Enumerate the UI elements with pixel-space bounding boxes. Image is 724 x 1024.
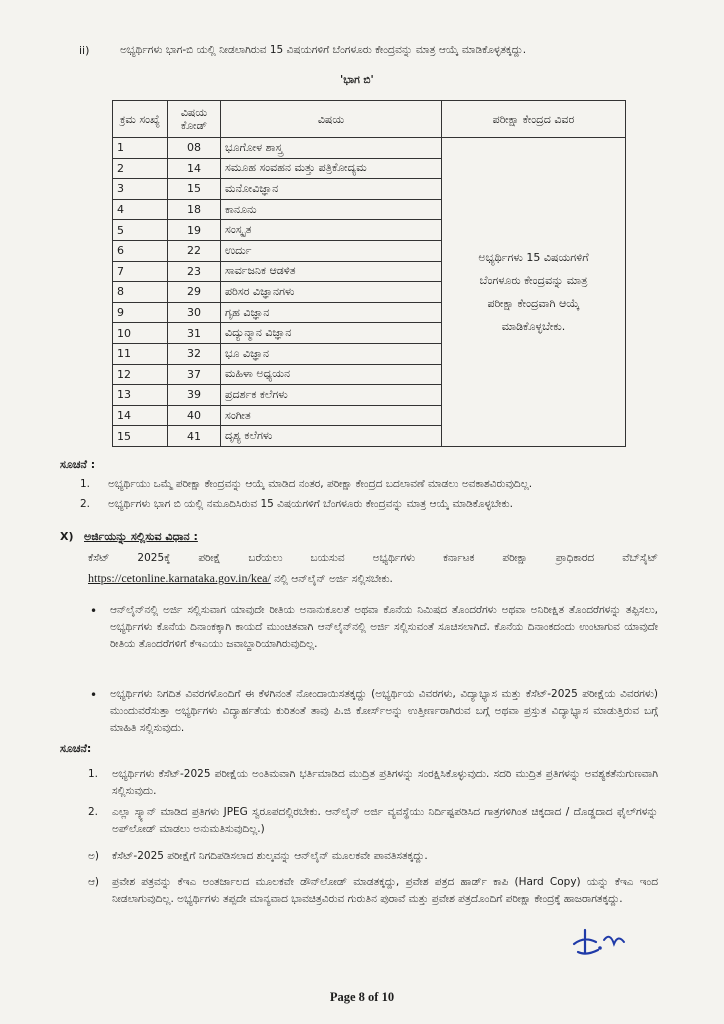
centre-note xyxy=(442,138,626,447)
section-x-para-line1: ಕೆಸೆಟ್ 2025ಕ್ಕೆ ಪರೀಕ್ಷೆ ಬರೆಯಲು ಬಯಸುವ ಅಭ್ಯರ್ಥಿಗಳು ಕರ್ನಾಟಕ ಪರೀಕ್ಷಾ ಪ್ರಾಧಿಕಾರದ ವೆಬ್‌ಸೈಟ್ xyxy=(88,552,658,564)
notes2-title: ಸೂಚನೆ: xyxy=(60,742,92,755)
row-code: 23 xyxy=(168,261,221,282)
page-number: Page 8 of 10 xyxy=(329,990,395,1004)
row-serial: 1 xyxy=(113,138,168,159)
notes1-item2-text: ಅಭ್ಯರ್ಥಿಗಳು ಭಾಗ ಬಿ ಯಲ್ಲಿ ನಮೂದಿಸಿರುವ 15 ವಿಷಯಗಳಿಗೆ ಬೆಂಗಳೂರು ಕೇಂದ್ರವನ್ನು ಮಾತ್ರ ಆಯ್ಕೆ ಮಾಡಿಕೊಳ್ಳಬೇಕು. xyxy=(108,498,513,510)
row-subject: ಮನೋವಿಜ್ಞಾನ xyxy=(221,179,442,200)
notes2-item1-text: ಅಭ್ಯರ್ಥಿಗಳು ಕೆಸೆಟ್-2025 ಪರೀಕ್ಷೆಯ ಅಂತಿಮವಾಗಿ ಭರ್ತಿಮಾಡಿದ ಮುದ್ರಿತ ಪ್ರತಿಗಳನ್ನು ಸಂರಕ್ಷಿಸಿಕೊಳ್ಳುವುದು. ಸದರಿ ಮುದ್ರಿತ ಪ್ರತಿಗಳನ್ನು ಅವಶ್ಯಕತೆನುಗುಣವಾಗಿ ಸಲ್ಲಿಸುವುದು. xyxy=(112,768,658,797)
row-serial: 13 xyxy=(113,385,168,406)
row-code: 37 xyxy=(168,364,221,385)
subject-table xyxy=(112,100,626,447)
row-serial: 9 xyxy=(113,302,168,323)
row-subject: ಮಹಿಳಾ ಅಧ್ಯಯನ xyxy=(221,364,442,385)
item-marker-ii: ii) xyxy=(79,44,90,57)
table-row xyxy=(113,138,626,159)
bullet-icon: • xyxy=(90,688,98,702)
notes2-item1-number: 1. xyxy=(88,768,99,780)
row-subject: ಪರಿಸರ ವಿಜ್ಞಾನಗಳು xyxy=(221,282,442,303)
section-x-marker: X) xyxy=(60,530,74,543)
row-subject: ಸಂಸ್ಕೃತ xyxy=(221,220,442,241)
row-code: 22 xyxy=(168,240,221,261)
row-subject: ಭೂ ವಿಜ್ಞಾನ xyxy=(221,343,442,364)
notes2-item2-text: ಎಲ್ಲಾ ಸ್ಕ್ಯಾನ್ ಮಾಡಿದ ಪ್ರತಿಗಳು JPEG ಸ್ವರೂಪದಲ್ಲಿರಬೇಕು. ಆನ್‌ಲೈನ್ ಅರ್ಜಿ ವ್ಯವಸ್ಥೆಯು ನಿರ್ದಿಷ್ಟಪಡಿಸಿದ ಗಾತ್ರಗಳಿಗಿಂತ ಚಿಕ್ಕದಾದ / ದೊಡ್ಡದಾದ ಫೈಲ್‌ಗಳನ್ನು ಅಪ್‌ಲೋಡ್ ಮಾಡಲು ಅನುಮತಿಸುವುದಿಲ್ಲ.) xyxy=(112,806,658,835)
centre-note-text: ಅಭ್ಯರ್ಥಿಗಳು 15 ವಿಷಯಗಳಿಗೆ ಬೆಂಗಳೂರು ಕೇಂದ್ರವನ್ನು ಮಾತ್ರ ಪರೀಕ್ಷಾ ಕೇಂದ್ರವಾಗಿ ಆಯ್ಕೆ ಮಾಡಿಕೊಳ್ಳಬೇಕು. xyxy=(478,250,589,333)
row-subject: ಗೃಹ ವಿಜ್ಞಾನ xyxy=(221,302,442,323)
row-subject: ಸಂಗೀತ xyxy=(221,405,442,426)
row-serial: 12 xyxy=(113,364,168,385)
header-subject: ವಿಷಯ xyxy=(221,101,442,138)
row-code: 14 xyxy=(168,158,221,179)
row-subject: ಸಾರ್ವಜನಿಕ ಆಡಳಿತ xyxy=(221,261,442,282)
row-subject: ಸಮೂಹ ಸಂವಹನ ಮತ್ತು ಪತ್ರಿಕೋದ್ಯಮ xyxy=(221,158,442,179)
section-x-heading: ಅರ್ಜಿಯನ್ನು ಸಲ್ಲಿಸುವ ವಿಧಾನ : xyxy=(84,530,198,543)
row-serial: 5 xyxy=(113,220,168,241)
row-serial: 14 xyxy=(113,405,168,426)
row-serial: 10 xyxy=(113,323,168,344)
intro-text: ಅಭ್ಯರ್ಥಿಗಳು ಭಾಗ-ಬಿ ಯಲ್ಲಿ ನೀಡಲಾಗಿರುವ 15 ವಿಷಯಗಳಿಗೆ ಬೆಂಗಳೂರು ಕೇಂದ್ರವನ್ನು ಮಾತ್ರ ಆಯ್ಕೆ ಮಾಡಿಕೊಳ್ಳತಕ್ಕದ್ದು. xyxy=(120,44,527,56)
row-code: 18 xyxy=(168,199,221,220)
row-subject: ಪ್ರದರ್ಶಕ ಕಲೆಗಳು xyxy=(221,385,442,406)
row-subject: ಉರ್ದು xyxy=(221,240,442,261)
row-serial: 4 xyxy=(113,199,168,220)
row-code: 29 xyxy=(168,282,221,303)
notes2-item4-text: ಪ್ರವೇಶ ಪತ್ರವನ್ನು ಕೆಇಎ ಅಂತರ್ಜಾಲದ ಮೂಲಕವೇ ಡೌನ್‌ಲೋಡ್ ಮಾಡತಕ್ಕದ್ದು, ಪ್ರವೇಶ ಪತ್ರದ ಹಾರ್ಡ್ ಕಾಪಿ (Hard Copy) ಯನ್ನು ಕೆಇಎ ಇಂದ ನೀಡಲಾಗುವುದಿಲ್ಲ. ಅಭ್ಯರ್ಥಿಗಳು ತಪ್ಪದೇ ಮಾನ್ಯವಾದ ಭಾವಚಿತ್ರವಿರುವ ಗುರುತಿನ ಪುರಾವೆ ಮತ್ತು ಪ್ರವೇಶ ಪತ್ರದೊಂದಿಗೆ ಪರೀಕ್ಷಾ ಕೇಂದ್ರಕ್ಕೆ ಹಾಜರಾಗತಕ್ಕದ್ದು. xyxy=(112,876,658,905)
section-x-bullet1: ಆನ್‌ಲೈನ್‌ನಲ್ಲಿ ಅರ್ಜಿ ಸಲ್ಲಿಸುವಾಗ ಯಾವುದೇ ರೀತಿಯ ಅನಾನುಕೂಲತೆ ಅಥವಾ ಕೊನೆಯ ನಿಮಿಷದ ತೊಂದರೆಗಳು ಅಥವಾ ಅನಿರೀಕ್ಷಿತ ತೊಂದರೆಗಳನ್ನು ತಪ್ಪಿಸಲು, ಅಭ್ಯರ್ಥಿಗಳು ಕೊನೆಯ ದಿನಾಂಕಕ್ಕಾಗಿ ಕಾಯದೆ ಮುಂಚಿತವಾಗಿ ಆನ್‌ಲೈನ್‌ನಲ್ಲಿ ಅರ್ಜಿ ಸಲ್ಲಿಸುವಂತೆ ಸೂಚಿಸಲಾಗಿದೆ. ಕೊನೆಯ ದಿನಾಂಕದಂದು ಉಂಟಾಗುವ ಯಾವುದೇ ರೀತಿಯ ತೊಂದರೆಗಳಿಗೆ ಕೆಇಎಯು ಜವಾಬ್ದಾರಿಯಾಗಿರುವುದಿಲ್ಲ. xyxy=(110,604,658,650)
row-serial: 2 xyxy=(113,158,168,179)
row-subject: ಕಾನೂನು xyxy=(221,199,442,220)
row-serial: 7 xyxy=(113,261,168,282)
row-code: 08 xyxy=(168,138,221,159)
section-x-bullet2: ಅಭ್ಯರ್ಥಿಗಳು ನಿಗದಿತ ವಿವರಗಳೊಂದಿಗೆ ಈ ಕೆಳಗಿನಂತೆ ನೋಂದಾಯಿಸತಕ್ಕದ್ದು (ಅಭ್ಯರ್ಥಿಯ ವಿವರಗಳು, ವಿದ್ಯಾಭ್ಯಾಸ ಮತ್ತು ಕೆಸೆಟ್-2025 ಪರೀಕ್ಷೆಯ ವಿವರಗಳು) ಮುಂದುವರೆಸುತ್ತಾ ಅಭ್ಯರ್ಥಿಗಳು ವಿದ್ಯಾರ್ಹತೆಯ ಕುರಿತಂತೆ ತಾವು ಪಿ.ಜಿ ಕೋರ್ಸ್‌ಅನ್ನು ಉತ್ತೀರ್ಣರಾಗಿರುವ ಬಗ್ಗೆ ಅಥವಾ ಪ್ರಸ್ತುತ ವಿದ್ಯಾಭ್ಯಾಸ ಮಾಡುತ್ತಿರುವ ಬಗ್ಗೆ ಮಾಹಿತಿ ಸಲ್ಲಿಸುವುದು. xyxy=(110,688,658,734)
row-code: 15 xyxy=(168,179,221,200)
row-serial: 8 xyxy=(113,282,168,303)
part-title: 'ಭಾಗ ಬಿ' xyxy=(340,74,374,86)
row-code: 30 xyxy=(168,302,221,323)
row-code: 40 xyxy=(168,405,221,426)
website-link[interactable]: https://cetonline.karnataka.gov.in/kea/ xyxy=(88,571,271,585)
row-serial: 3 xyxy=(113,179,168,200)
table-header-row xyxy=(113,101,626,138)
notes2-item3-number: ಅ) xyxy=(88,850,100,862)
row-code: 39 xyxy=(168,385,221,406)
header-code: ವಿಷಯ ಕೋಡ್ xyxy=(168,101,221,138)
notes1-title: ಸೂಚನೆ : xyxy=(60,458,96,471)
row-code: 31 xyxy=(168,323,221,344)
bullet-icon: • xyxy=(90,604,98,618)
notes1-item1-text: ಅಭ್ಯರ್ಥಿಯು ಒಮ್ಮೆ ಪರೀಕ್ಷಾ ಕೇಂದ್ರವನ್ನು ಆಯ್ಕೆ ಮಾಡಿದ ನಂತರ, ಪರೀಕ್ಷಾ ಕೇಂದ್ರದ ಬದಲಾವಣೆ ಮಾಡಲು ಅವಕಾಶವಿರುವುದಿಲ್ಲ. xyxy=(108,478,533,490)
header-serial: ಕ್ರಮ ಸಂಖ್ಯೆ xyxy=(113,101,168,138)
notes1-item2-number: 2. xyxy=(80,498,91,510)
header-centre: ಪರೀಕ್ಷಾ ಕೇಂದ್ರದ ವಿವರ xyxy=(442,101,626,138)
signature-mark xyxy=(566,922,636,962)
table-body xyxy=(113,138,626,447)
row-serial: 11 xyxy=(113,343,168,364)
notes2-item3-text: ಕೆಸೆಟ್-2025 ಪರೀಕ್ಷೆಗೆ ನಿಗದಿಪಡಿಸಲಾದ ಶುಲ್ಕವನ್ನು ಆನ್‌ಲೈನ್ ಮೂಲಕವೇ ಪಾವತಿಸತಕ್ಕದ್ದು. xyxy=(112,850,428,862)
row-code: 19 xyxy=(168,220,221,241)
notes2-item2-number: 2. xyxy=(88,806,99,818)
row-code: 32 xyxy=(168,343,221,364)
row-serial: 15 xyxy=(113,426,168,447)
row-subject: ಭೂಗೋಳ ಶಾಸ್ತ್ರ xyxy=(221,138,442,159)
row-subject: ದೃಶ್ಯ ಕಲೆಗಳು xyxy=(221,426,442,447)
notes1-item1-number: 1. xyxy=(80,478,91,490)
row-serial: 6 xyxy=(113,240,168,261)
notes2-item4-number: ಆ) xyxy=(88,876,100,888)
row-subject: ವಿದ್ಯುನ್ಮಾನ ವಿಜ್ಞಾನ xyxy=(221,323,442,344)
section-x-para-line2: ನಲ್ಲಿ ಆನ್‌ಲೈನ್ ಅರ್ಜಿ ಸಲ್ಲಿಸಬೇಕು. xyxy=(270,573,393,585)
row-code: 41 xyxy=(168,426,221,447)
